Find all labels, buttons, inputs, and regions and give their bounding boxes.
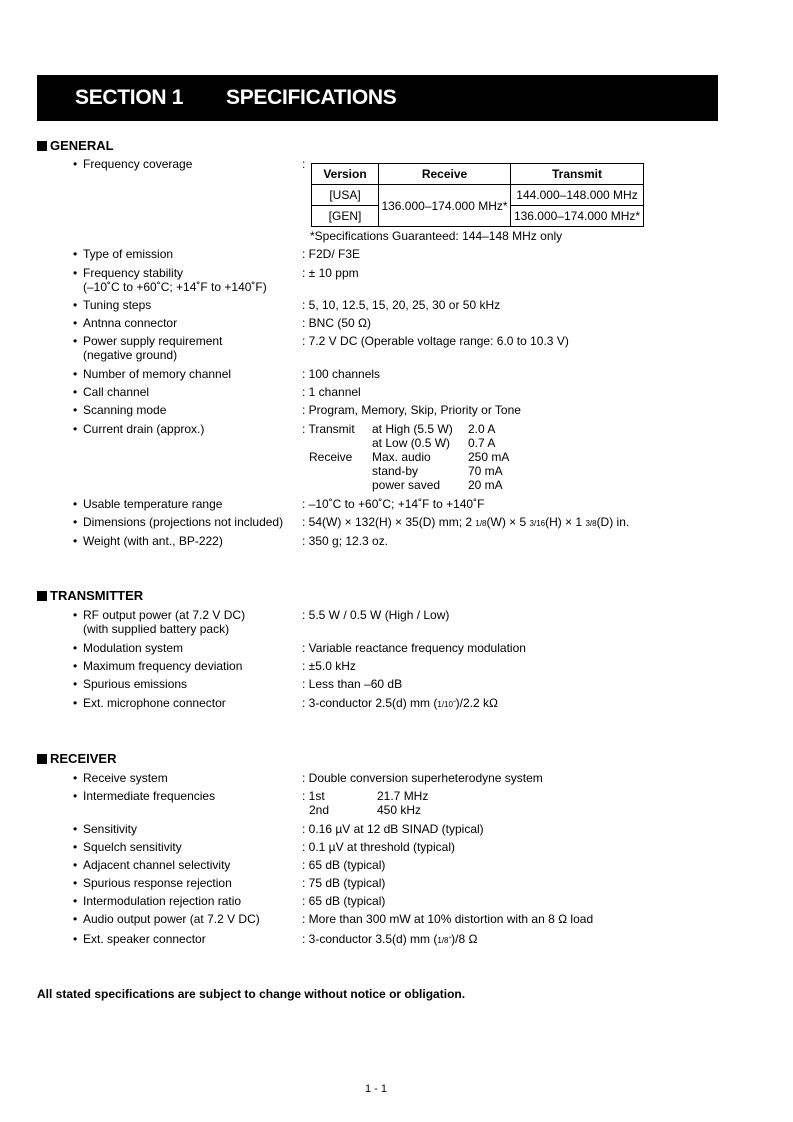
current-drain-table [302,422,509,492]
tuning-steps-value: : 5, 10, 12.5, 15, 20, 25, 30 or 50 kHz [302,298,501,312]
scanning-mode-label: • Scanning mode [73,403,167,417]
audio-output-value: : More than 300 mW at 10% distortion with an 8 Ω load [302,912,594,926]
rf-output-label: • RF output power (at 7.2 V DC) (with supplied battery pack) [73,608,246,636]
if-second-label: 2nd [309,803,330,817]
type-of-emission-value: : F2D/ F3E [302,247,361,261]
modulation-label: • Modulation system [73,641,184,655]
frequency-stability-label: • Frequency stability (–10˚C to +60˚C; +14˚F to +140˚F) [73,266,267,294]
current-drain-value: 0.7 A [468,436,496,450]
general-heading: GENERAL [37,139,114,153]
current-drain-value: 2.0 A [468,422,496,436]
receive-label: Receive [309,450,353,464]
temperature-range-label: • Usable temperature range [73,497,223,511]
current-drain-condition: at High (5.5 W) [372,422,453,436]
antenna-connector-value: : BNC (50 Ω) [302,316,371,330]
transmit-cell: 144.000–148.000 MHz [511,185,644,206]
antenna-connector-label: • Antnna connector [73,316,178,330]
frequency-coverage-colon: : [302,157,306,171]
section-number: SECTION 1 [75,86,184,109]
squelch-label: • Squelch sensitivity [73,840,182,854]
power-supply-value: : 7.2 V DC (Operable voltage range: 6.0 to 10.3 V) [302,334,569,348]
power-supply-label: • Power supply requirement (negative ground) [73,334,223,362]
receiver-heading: RECEIVER [37,752,116,766]
square-bullet-icon [37,754,47,764]
table-row [312,185,644,206]
spurious-rejection-value: : 75 dB (typical) [302,876,386,890]
version-cell: [GEN] [312,206,379,227]
current-drain-condition: power saved [372,478,441,492]
squelch-value: : 0.1 µV at threshold (typical) [302,840,455,854]
intermediate-frequencies-label: • Intermediate frequencies [73,789,216,803]
rf-output-sub: (with supplied battery pack) [83,622,230,636]
transmit-cell: 136.000–174.000 MHz* [511,206,644,227]
sensitivity-label: • Sensitivity [73,822,138,836]
receive-system-label: • Receive system [73,771,168,785]
spurious-emissions-value: : Less than –60 dB [302,677,403,691]
temperature-range-value: : –10˚C to +60˚C; +14˚F to +140˚F [302,497,485,511]
section-header [37,75,718,121]
adjacent-selectivity-value: : 65 dB (typical) [302,858,386,872]
scanning-mode-value: : Program, Memory, Skip, Priority or Tone [302,403,521,417]
table-header-transmit: Transmit [511,164,644,185]
frequency-stability-value: : ± 10 ppm [302,266,359,280]
current-drain-label: • Current drain (approx.) [73,422,205,436]
intermod-label: • Intermodulation rejection ratio [73,894,242,908]
table-header-receive: Receive [379,164,511,185]
table-header-version: Version [312,164,379,185]
current-drain-condition: Max. audio [372,450,431,464]
type-of-emission-label: • Type of emission [73,247,174,261]
transmit-label: : Transmit [302,422,355,436]
disclaimer-note: All stated specifications are subject to change without notice or obligation. [37,987,466,1001]
memory-channels-label: • Number of memory channel [73,367,232,381]
mic-connector-value: : 3-conductor 2.5(d) mm (1/10˝)/2.2 kΩ [302,696,498,710]
weight-value: : 350 g; 12.3 oz. [302,534,389,548]
rf-output-value: : 5.5 W / 0.5 W (High / Low) [302,608,450,622]
square-bullet-icon [37,141,47,151]
weight-label: • Weight (with ant., BP-222) [73,534,223,548]
modulation-value: : Variable reactance frequency modulation [302,641,526,655]
audio-output-label: • Audio output power (at 7.2 V DC) [73,912,260,926]
intermediate-frequencies-table [302,789,428,817]
dimensions-label: • Dimensions (projections not included) [73,515,284,529]
specifications-footnote: *Specifications Guaranteed: 144–148 MHz only [310,229,563,243]
if-first-value: 21.7 MHz [377,789,429,803]
current-drain-condition: at Low (0.5 W) [372,436,451,450]
tuning-steps-label: • Tuning steps [73,298,152,312]
if-second-value: 450 kHz [377,803,422,817]
memory-channels-value: : 100 channels [302,367,381,381]
version-cell: [USA] [312,185,379,206]
current-drain-value: 70 mA [468,464,503,478]
sensitivity-value: : 0.16 µV at 12 dB SINAD (typical) [302,822,484,836]
current-drain-value: 20 mA [468,478,503,492]
if-first-label: : 1st [302,789,325,803]
spurious-emissions-label: • Spurious emissions [73,677,188,691]
receive-cell: 136.000–174.000 MHz* [379,185,511,227]
current-drain-condition: stand-by [372,464,419,478]
frequency-coverage-label: • Frequency coverage [73,157,193,171]
max-deviation-label: • Maximum frequency deviation [73,659,243,673]
section-title: SPECIFICATIONS [226,86,397,109]
mic-connector-label: • Ext. microphone connector [73,696,226,710]
frequency-coverage-table [311,163,644,227]
call-channel-value: : 1 channel [302,385,361,399]
page-number: 1 - 1 [365,1083,388,1095]
call-channel-label: • Call channel [73,385,150,399]
square-bullet-icon [37,591,47,601]
adjacent-selectivity-label: • Adjacent channel selectivity [73,858,231,872]
speaker-connector-value: : 3-conductor 3.5(d) mm (1/8˝)/8 Ω [302,932,478,946]
speaker-connector-label: • Ext. speaker connector [73,932,206,946]
dimensions-value: : 54(W) × 132(H) × 35(D) mm; 2 1/8(W) × 5 3/16(H) × 1 3/8(D) in. [302,515,630,529]
receive-system-value: : Double conversion superheterodyne system [302,771,543,785]
transmitter-heading: TRANSMITTER [37,589,143,603]
current-drain-value: 250 mA [468,450,510,464]
frequency-stability-sub: (–10˚C to +60˚C; +14˚F to +140˚F) [83,280,267,294]
spurious-rejection-label: • Spurious response rejection [73,876,232,890]
power-supply-sub: (negative ground) [83,348,178,362]
intermod-value: : 65 dB (typical) [302,894,386,908]
max-deviation-value: : ±5.0 kHz [302,659,356,673]
